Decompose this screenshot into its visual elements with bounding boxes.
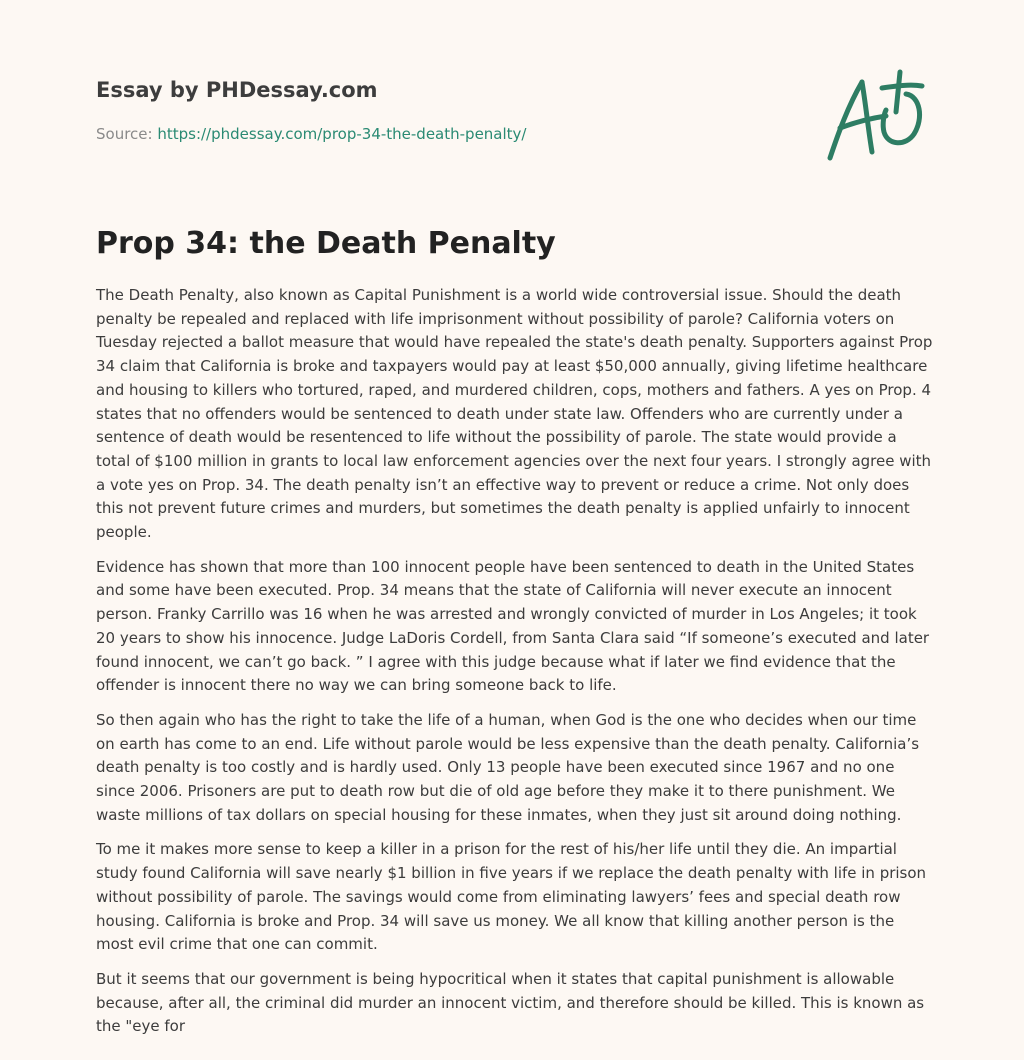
essay-title: Prop 34: the Death Penalty: [96, 226, 556, 261]
essay-paragraph: The Death Penalty, also known as Capital Punishment is a world wide controversial issue. Should the death penalty be repealed and replaced with life imprisonment without possibility of parole? California voters on Tuesday rejected a ballot measure that would have repealed the state's death penalty. Supporters against Prop 34 claim that California is broke and taxpayers would pay at least $50,000 annually, giving lifetime healthcare and housing to killers who tortured, raped, and murdered children, cops, mothers and fathers. A yes on Prop. 4 states that no offenders would be sentenced to death under state law. Offenders who are currently under a sentence of death would be resentenced to life without the possibility of parole. The state would provide a total of $100 million in grants to local law enforcement agencies over the next four years. I strongly agree with a vote yes on Prop. 34. The death penalty isn’t an effective way to prevent or reduce a crime. Not only does this not prevent future crimes and murders, but sometimes the death penalty is applied unfairly to innocent people.: [96, 286, 933, 542]
essay-body: [96, 284, 934, 1050]
essay-paragraph: Evidence has shown that more than 100 innocent people have been sentenced to death in the United States and some have been executed. Prop. 34 means that the state of California will never execute an innocent person. Franky Carrillo was 16 when he was arrested and wrongly convicted of murder in Los Angeles; it took 20 years to show his innocence. Judge LaDoris Cordell, from Santa Clara said “If someone’s executed and later found innocent, we can’t go back. ” I agree with this judge because what if later we find evidence that the offender is innocent there no way we can bring someone back to life.: [96, 557, 930, 695]
source-link[interactable]: https://phdessay.com/prop-34-the-death-penalty/: [157, 125, 527, 143]
source-label: Source:: [96, 125, 158, 143]
site-title: Essay by PHDessay.com: [96, 78, 378, 102]
a-plus-grade-icon: [822, 66, 930, 166]
essay-paragraph: But it seems that our government is being hypocritical when it states that capital punishment is allowable because, after all, the criminal did murder an innocent victim, and therefore should be killed. This is known as the "eye for: [96, 969, 925, 1036]
essay-header: [96, 74, 796, 144]
source-line: [96, 124, 796, 144]
essay-paragraph: To me it makes more sense to keep a killer in a prison for the rest of his/her life until they die. An impartial study found California will save nearly $1 billion in five years if we replace the death penalty with life in prison without possibility of parole. The savings would come from eliminating lawyers’ fees and special death row housing. California is broke and Prop. 34 will save us money. We all know that killing another person is the most evil crime that one can commit.: [96, 840, 927, 954]
essay-paragraph: So then again who has the right to take the life of a human, when God is the one who decides when our time on earth has come to an end. Life without parole would be less expensive than the death penalty. California’s death penalty is too costly and is hardly used. Only 13 people have been executed since 1967 and no one since 2006. Prisoners are put to death row but die of old age before they make it to there punishment. We waste millions of tax dollars on special housing for these inmates, when they just sit around doing nothing.: [96, 710, 920, 824]
